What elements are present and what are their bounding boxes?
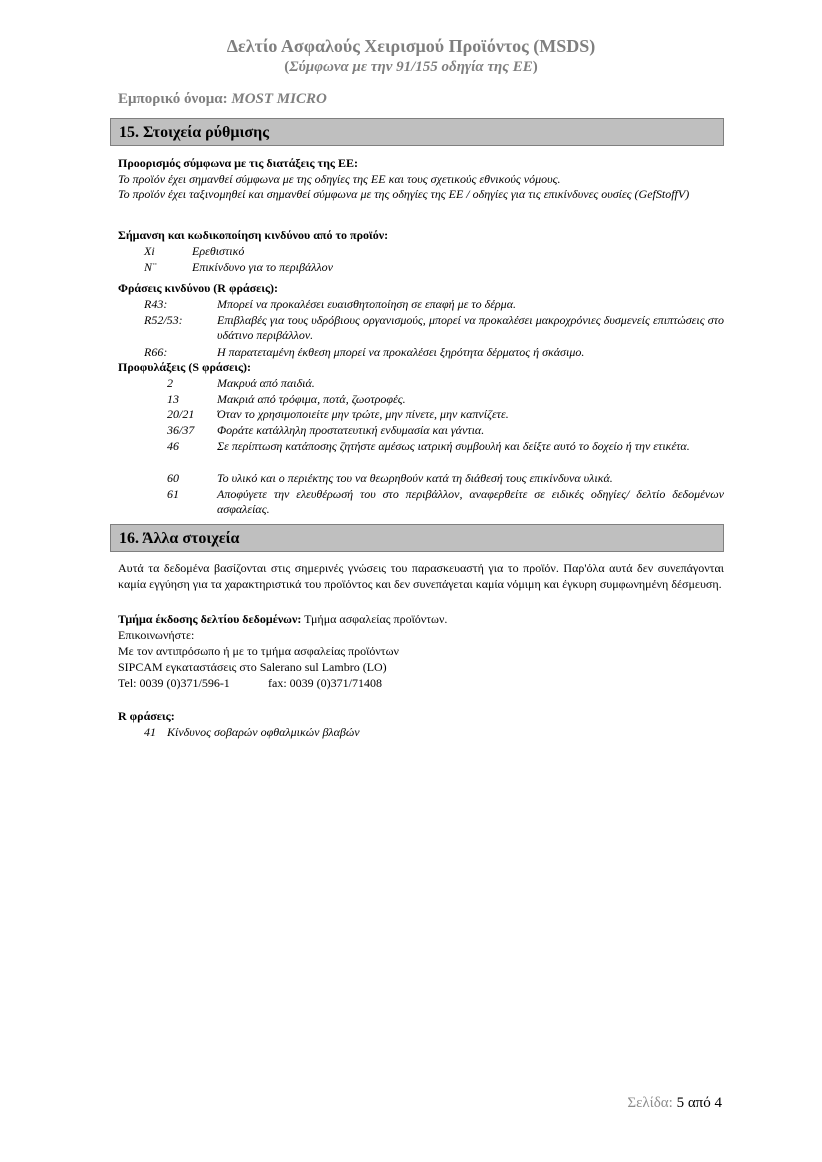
s-phrase-code: 61 [167,487,179,501]
subtitle-close-paren: ) [532,59,538,75]
s-phrase-code: 20/21 [167,407,195,421]
s-phrase-code: 2 [167,376,173,390]
s-phrase-text: Μακρυά από παιδιά. [217,376,315,390]
s-phrase-code: 13 [167,392,179,406]
purpose-line-2: Το προϊόν έχει ταξινομηθεί και σημανθεί σύμφωνα με της οδηγίες της ΕΕ / οδηγίες για τις επικίνδυνες ουσίες (GefStoffV) [118,187,690,201]
disclaimer-paragraph: Αυτά τα δεδομένα βασίζονται στις σημερινές γνώσεις του παρασκευαστή για το προϊόν. Παρ'όλα αυτά δεν συνεπάγονται καμία εγγύηση για τα χαρακτηριστικά του προϊόντος και δεν συνεπάγεται καμία νόμιμη και έγκυρη συμφωνημένη δέσμευση. [118,561,724,591]
trade-name [118,90,327,108]
r-phrases-heading: Φράσεις κινδύνου (R φράσεις): [118,281,278,295]
r-phrase-text: Κίνδυνος σοβαρών οφθαλμικών βλαβών [167,725,360,739]
subtitle-text: Σύμφωνα με την 91/155 οδηγία της ΕΕ [289,59,533,75]
issuing-department-value: Τμήμα ασφαλείας προϊόντων. [304,612,448,626]
issuing-department [118,612,447,627]
s-phrase-text: Φοράτε κατάλληλη προστατευτική ενδυμασία και γάντια. [217,423,485,437]
s-phrase-code: 60 [167,471,179,485]
s-phrases-heading: Προφυλάξεις (S φράσεις): [118,360,252,374]
marking-code: Xi [144,244,155,258]
page-number-label: Σελίδα: [627,1095,673,1111]
document-title: Δελτίο Ασφαλούς Χειρισμού Προϊόντος (MSDS) [226,36,596,56]
s-phrase-code: 46 [167,439,179,453]
purpose-line-1: Το προϊόν έχει σημανθεί σύμφωνα με της οδηγίες της ΕΕ και τους σχετικούς εθνικούς νόμους. [118,172,561,186]
r-phrases-heading-2: R φράσεις: [118,709,175,723]
issuing-department-label: Τμήμα έκδοσης δελτίου δεδομένων: [118,612,302,626]
contact-line-2: SIPCAM εγκαταστάσεις στο Salerano sul Lambro (LO) [118,660,387,674]
contact-label: Επικοινωνήστε: [118,628,195,642]
trade-name-label: Εμπορικό όνομα: [118,91,228,107]
s-phrase-text: Σε περίπτωση κατάποσης ζητήστε αμέσως ιατρική συμβουλή και δείξτε αυτό το δοχείο ή την ετικέτα. [217,439,690,453]
r-phrase-text: Μπορεί να προκαλέσει ευαισθητοποίηση σε επαφή με το δέρμα. [217,297,517,311]
r-phrase-code: R43: [144,297,168,311]
page-number-value: 5 από 4 [676,1095,722,1111]
r-phrase-code: R52/53: [144,313,183,327]
r-phrase-code: 41 [144,725,156,739]
contact-fax: fax: 0039 (0)371/71408 [268,676,382,690]
s-phrase-text: Αποφύγετε την ελευθέρωσή του στο περιβάλλον, αναφερθείτε σε ειδικές οδηγίες/ δελτίο δεδομένων ασφαλείας. [217,487,724,516]
marking-text: Επικίνδυνο για το περιβάλλον [192,260,333,274]
r-phrase-text: Επιβλαβές για τους υδρόβιους οργανισμούς, μπορεί να προκαλέσει μακροχρόνιες δυσμενείς επιπτώσεις στο υδάτινο περιβάλλον. [217,313,724,342]
s-phrase-text: Το υλικό και ο περιέκτης του να θεωρηθούν κατά τη διάθεσή τους επικίνδυνα υλικά. [217,471,613,485]
s-phrase-text: Όταν το χρησιμοποιείτε μην τρώτε, μην πίνετε, μην καπνίζετε. [217,407,509,421]
marking-text: Ερεθιστικό [192,244,245,258]
s-phrase-text: Μακριά από τρόφιμα, ποτά, ζωοτροφές. [217,392,406,406]
document-subtitle [0,58,822,76]
marking-heading: Σήμανση και κωδικοποίηση κινδύνου από το προϊόν: [118,228,389,242]
r-phrase-code: R66: [144,345,168,359]
contact-phone: Tel: 0039 (0)371/596-1 [118,676,230,690]
s-phrase-code: 36/37 [167,423,195,437]
purpose-heading: Προορισμός σύμφωνα με τις διατάξεις της ΕΕ: [118,156,358,170]
subtitle-open-paren: ( [284,59,290,75]
section-15-heading: 15. Στοιχεία ρύθμισης [110,118,724,146]
r-phrase-text: Η παρατεταμένη έκθεση μπορεί να προκαλέσει ξηρότητα δέρματος ή σκάσιμο. [217,345,585,359]
page-number [627,1094,722,1112]
section-16-heading: 16. Άλλα στοιχεία [110,524,724,552]
marking-code: N¨ [144,260,156,274]
trade-name-value: MOST MICRO [231,91,327,107]
contact-line-1: Με τον αντιπρόσωπο ή με το τμήμα ασφαλείας προϊόντων [118,644,399,658]
